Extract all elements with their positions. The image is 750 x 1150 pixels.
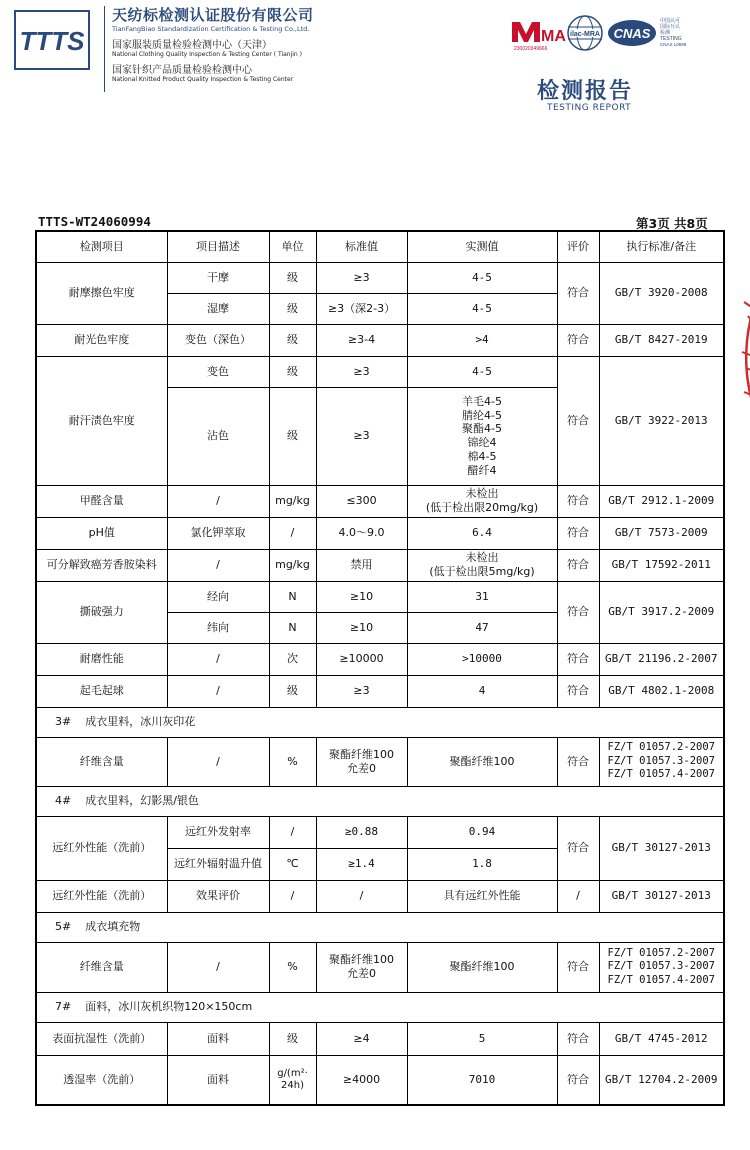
unit: mg/kg [269, 485, 316, 517]
test-method: GB/T 17592-2011 [599, 549, 724, 581]
measured-value: 7010 [407, 1055, 557, 1105]
std-line: 聚酯纤维100 [329, 747, 394, 761]
table-row [36, 643, 724, 675]
unit: 级 [269, 262, 316, 293]
svg-text:国际互认: 国际互认 [660, 24, 681, 30]
section-title: 4# 成衣里料，幻影黑/银色 [36, 786, 724, 816]
table-row [36, 549, 724, 581]
ilac-mra-mark-icon [568, 16, 602, 50]
test-method: GB/T 12704.2-2009 [599, 1055, 724, 1105]
svg-text:MA: MA [541, 28, 566, 45]
report-title: 检测报告 [537, 79, 634, 104]
standard-value: / [316, 880, 407, 912]
evaluation: 符合 [557, 517, 599, 549]
unit: N [269, 612, 316, 643]
evaluation: 符合 [557, 816, 599, 880]
column-header: 检测项目 [36, 231, 167, 262]
standard-value [316, 942, 407, 992]
evaluation: 符合 [557, 549, 599, 581]
test-method: GB/T 30127-2013 [599, 816, 724, 880]
standard-value: 4.0～9.0 [316, 517, 407, 549]
item-desc: 氯化钾萃取 [167, 517, 269, 549]
measured-value: 31 [407, 581, 557, 612]
section-row [36, 786, 724, 816]
stain-result: 棉4-5 [467, 449, 497, 463]
unit: % [269, 737, 316, 786]
standard-value: ≥3 [316, 387, 407, 485]
column-header: 项目描述 [167, 231, 269, 262]
test-method: GB/T 21196.2-2007 [599, 643, 724, 675]
standard-value: ≥10 [316, 581, 407, 612]
table-row [36, 880, 724, 912]
unit: 级 [269, 387, 316, 485]
item-name: 起毛起球 [36, 675, 167, 707]
table-row [36, 942, 724, 992]
std-line: 允差0 [347, 761, 376, 775]
column-header: 评价 [557, 231, 599, 262]
header-divider [104, 6, 105, 92]
table-row [36, 485, 724, 517]
column-header: 实测值 [407, 231, 557, 262]
evaluation: 符合 [557, 324, 599, 356]
section-row [36, 992, 724, 1022]
evaluation: 符合 [557, 1022, 599, 1055]
item-name: 耐磨性能 [36, 643, 167, 675]
measured-value: 47 [407, 612, 557, 643]
evaluation: 符合 [557, 942, 599, 992]
table-row [36, 816, 724, 848]
table-row [36, 517, 724, 549]
item-desc: / [167, 643, 269, 675]
standard-value: ≤300 [316, 485, 407, 517]
evaluation: 符合 [557, 356, 599, 485]
test-method: GB/T 4802.1-2008 [599, 675, 724, 707]
result-line: 未检出 [465, 551, 499, 565]
test-method: GB/T 3920-2008 [599, 262, 724, 324]
unit: / [269, 517, 316, 549]
result-note: (低于检出限20mg/kg) [425, 501, 539, 514]
item-desc: 纬向 [167, 612, 269, 643]
column-header: 标准值 [316, 231, 407, 262]
measured-value: 具有远红外性能 [407, 880, 557, 912]
organization-info [112, 4, 314, 83]
measured-value: 4-5 [407, 356, 557, 387]
unit: N [269, 581, 316, 612]
item-desc: 经向 [167, 581, 269, 612]
measured-value: 4-5 [407, 293, 557, 324]
result-line: 未检出 [465, 487, 499, 501]
measured-value: >10000 [407, 643, 557, 675]
standard-value: ≥0.88 [316, 816, 407, 848]
item-desc: 干摩 [167, 262, 269, 293]
test-method: GB/T 3917.2-2009 [599, 581, 724, 643]
unit: 级 [269, 293, 316, 324]
standard-value: ≥3 [316, 356, 407, 387]
center2-en: National Knitted Product Quality Inspection & Testing Center [112, 76, 294, 83]
standard-value: ≥3（深2-3） [316, 293, 407, 324]
measured-value: 4-5 [407, 262, 557, 293]
table-row [36, 324, 724, 356]
standard-value: ≥10 [316, 612, 407, 643]
item-desc: 效果评价 [167, 880, 269, 912]
item-name: 纤维含量 [36, 942, 167, 992]
table-header-row [36, 231, 724, 262]
standard-value: ≥4000 [316, 1055, 407, 1105]
item-name: 纤维含量 [36, 737, 167, 786]
std-line: 允差0 [347, 967, 376, 980]
stain-result: 羊毛4-5 [462, 394, 502, 408]
center2-cn: 国家针织产品质量检验检测中心 [112, 65, 252, 76]
method-line: FZ/T 01057.2-2007 [607, 741, 715, 754]
stain-result: 聚酯4-5 [462, 422, 502, 436]
center1-cn: 国家服装质量检验检测中心（天津） [112, 40, 272, 51]
svg-text:中国认可: 中国认可 [660, 18, 681, 24]
company-logo [14, 10, 90, 70]
test-method: GB/T 4745-2012 [599, 1022, 724, 1055]
measured-value: 5 [407, 1022, 557, 1055]
standard-value: ≥10000 [316, 643, 407, 675]
measured-value [407, 485, 557, 517]
standard-value [316, 737, 407, 786]
table-row [36, 581, 724, 612]
item-name: 透湿率（洗前） [36, 1055, 167, 1105]
item-name: 远红外性能（洗前） [36, 880, 167, 912]
item-name: 可分解致癌芳香胺染料 [36, 549, 167, 581]
table-row [36, 356, 724, 387]
unit: ℃ [269, 848, 316, 880]
unit: / [269, 880, 316, 912]
report-subtitle: TESTING REPORT [547, 103, 632, 113]
item-name: pH值 [36, 517, 167, 549]
evaluation: 符合 [557, 643, 599, 675]
svg-text:CNAS L0698: CNAS L0698 [660, 42, 687, 47]
item-name: 耐汗渍色牢度 [36, 356, 167, 485]
table-row [36, 737, 724, 786]
unit: 次 [269, 643, 316, 675]
evaluation: 符合 [557, 485, 599, 517]
method-line: FZ/T 01057.3-2007 [607, 960, 715, 973]
section-row [36, 707, 724, 737]
cma-mark-icon [512, 22, 566, 52]
item-desc: 变色 [167, 356, 269, 387]
unit: 级 [269, 356, 316, 387]
certification-marks [510, 14, 710, 54]
unit: 级 [269, 675, 316, 707]
test-method: GB/T 3922-2013 [599, 356, 724, 485]
unit: / [269, 816, 316, 848]
stain-result: 腈纶4-5 [462, 408, 502, 422]
table-row [36, 1022, 724, 1055]
report-number: TTTS-WT24060994 [38, 214, 151, 229]
table-row [36, 262, 724, 293]
unit: g/(m²·24h) [269, 1055, 316, 1105]
stain-result: 锦纶4 [467, 436, 497, 449]
std-line: 聚酯纤维100 [329, 953, 394, 967]
svg-text:230020349666: 230020349666 [514, 46, 548, 52]
table-row [36, 1055, 724, 1105]
standard-value: ≥1.4 [316, 848, 407, 880]
evaluation: / [557, 880, 599, 912]
evaluation: 符合 [557, 737, 599, 786]
standard-value: ≥3-4 [316, 324, 407, 356]
method-line: FZ/T 01057.3-2007 [607, 754, 715, 767]
item-desc: 远红外发射率 [167, 816, 269, 848]
org-name-en: TianFangBiao Standardization Certification & Testing Co.,Ltd. [112, 25, 310, 33]
test-method: GB/T 8427-2019 [599, 324, 724, 356]
item-desc: 变色（深色） [167, 324, 269, 356]
measured-value: 1.8 [407, 848, 557, 880]
results-table [35, 230, 725, 1106]
item-name: 耐光色牢度 [36, 324, 167, 356]
column-header: 单位 [269, 231, 316, 262]
test-method [599, 737, 724, 786]
item-desc: 沾色 [167, 387, 269, 485]
measured-value: >4 [407, 324, 557, 356]
standard-value: 禁用 [316, 549, 407, 581]
standard-value: ≥3 [316, 675, 407, 707]
svg-text:检测: 检测 [660, 30, 671, 36]
test-method: GB/T 7573-2009 [599, 517, 724, 549]
svg-text:CNAS: CNAS [613, 26, 651, 41]
measured-value: 0.94 [407, 816, 557, 848]
item-name: 表面抗湿性（洗前） [36, 1022, 167, 1055]
evaluation: 符合 [557, 1055, 599, 1105]
test-method: GB/T 2912.1-2009 [599, 485, 724, 517]
item-desc: 面料 [167, 1022, 269, 1055]
item-desc: 远红外辐射温升值 [167, 848, 269, 880]
item-name: 耐摩擦色牢度 [36, 262, 167, 324]
center1-en: National Clothing Quality Inspection & Testing Center ( Tianjin ) [112, 51, 302, 58]
item-desc: / [167, 737, 269, 786]
evaluation: 符合 [557, 262, 599, 324]
evaluation: 符合 [557, 675, 599, 707]
column-header: 执行标准/备注 [599, 231, 724, 262]
standard-value: ≥3 [316, 262, 407, 293]
item-desc: / [167, 549, 269, 581]
test-method: GB/T 30127-2013 [599, 880, 724, 912]
item-desc: / [167, 942, 269, 992]
method-line: FZ/T 01057.2-2007 [607, 946, 715, 959]
section-title: 3# 成衣里料，冰川灰印花 [36, 707, 724, 737]
measured-value [407, 387, 557, 485]
table-row [36, 675, 724, 707]
evaluation: 符合 [557, 581, 599, 643]
unit: 级 [269, 324, 316, 356]
measured-value: 6.4 [407, 517, 557, 549]
cnas-mark-icon [608, 17, 687, 47]
stain-result: 醋纤4 [467, 463, 497, 477]
result-note: (低于检出限5mg/kg) [429, 565, 535, 578]
method-line: FZ/T 01057.4-2007 [607, 768, 715, 781]
test-method [599, 942, 724, 992]
method-line: FZ/T 01057.4-2007 [607, 973, 715, 986]
unit: mg/kg [269, 549, 316, 581]
measured-value: 聚酯纤维100 [407, 942, 557, 992]
unit: 级 [269, 1022, 316, 1055]
item-desc: / [167, 675, 269, 707]
section-row [36, 912, 724, 942]
section-title: 5# 成衣填充物 [36, 912, 724, 942]
standard-value: ≥4 [316, 1022, 407, 1055]
item-desc: 湿摩 [167, 293, 269, 324]
measured-value: 聚酯纤维100 [407, 737, 557, 786]
seal-stamp-edge-icon [734, 272, 750, 442]
item-desc: / [167, 485, 269, 517]
svg-text:ilac-MRA: ilac-MRA [570, 31, 600, 38]
item-desc: 面料 [167, 1055, 269, 1105]
org-name-cn: 天纺标检测认证股份有限公司 [112, 6, 314, 24]
item-name: 甲醛含量 [36, 485, 167, 517]
item-name: 远红外性能（洗前） [36, 816, 167, 880]
svg-text:TESTING: TESTING [660, 36, 682, 42]
measured-value [407, 549, 557, 581]
item-name: 撕破强力 [36, 581, 167, 643]
svg-text:TTTS: TTTS [20, 26, 84, 56]
page-indicator: 第3页 共8页 [636, 216, 708, 231]
unit: % [269, 942, 316, 992]
section-title: 7# 面料，冰川灰机织物120×150cm [36, 992, 724, 1022]
measured-value: 4 [407, 675, 557, 707]
ttts-logo-icon [20, 18, 84, 62]
